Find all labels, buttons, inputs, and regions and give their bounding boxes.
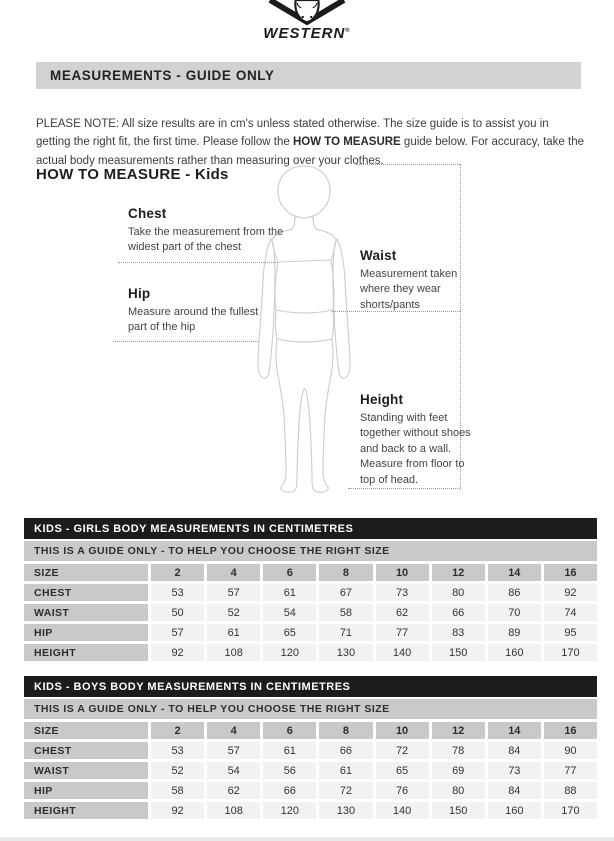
- value-cell: 66: [432, 604, 485, 621]
- value-cell: 130: [319, 644, 372, 661]
- height-desc: Standing with feet together without shoes and back to a wall. Measure from floor to top of head.: [360, 412, 471, 486]
- chest-title: Chest: [128, 206, 167, 221]
- value-cell: 57: [151, 624, 204, 641]
- value-cell: 120: [263, 644, 316, 661]
- value-cell: 84: [488, 782, 541, 799]
- page-title: MEASUREMENTS - GUIDE ONLY: [36, 62, 581, 89]
- size-column-header: 2: [151, 722, 204, 739]
- value-cell: 108: [207, 644, 260, 661]
- value-cell: 92: [151, 802, 204, 819]
- value-cell: 76: [376, 782, 429, 799]
- value-cell: 160: [488, 802, 541, 819]
- boys-size-table: [24, 676, 597, 819]
- value-cell: 73: [376, 584, 429, 601]
- value-cell: 58: [151, 782, 204, 799]
- value-cell: 61: [207, 624, 260, 641]
- value-cell: 86: [488, 584, 541, 601]
- value-cell: 73: [488, 762, 541, 779]
- row-label: HEIGHT: [24, 802, 148, 819]
- row-label: WAIST: [24, 604, 148, 621]
- value-cell: 53: [151, 584, 204, 601]
- size-column-header: 16: [544, 564, 597, 581]
- chest-label: [128, 206, 303, 256]
- value-cell: 170: [544, 644, 597, 661]
- value-cell: 58: [319, 604, 372, 621]
- girls-table-grid: [24, 564, 597, 661]
- value-cell: 71: [319, 624, 372, 641]
- size-column-header: 10: [376, 722, 429, 739]
- value-cell: 54: [263, 604, 316, 621]
- value-cell: 72: [376, 742, 429, 759]
- value-cell: 65: [376, 762, 429, 779]
- row-label: WAIST: [24, 762, 148, 779]
- size-column-header: 14: [488, 722, 541, 739]
- value-cell: 66: [263, 782, 316, 799]
- row-label: CHEST: [24, 584, 148, 601]
- row-label: CHEST: [24, 742, 148, 759]
- value-cell: 140: [376, 802, 429, 819]
- hip-label: [128, 286, 278, 336]
- size-column-header: 6: [263, 722, 316, 739]
- value-cell: 130: [319, 802, 372, 819]
- size-row-header: SIZE: [24, 564, 148, 581]
- value-cell: 61: [263, 742, 316, 759]
- value-cell: 57: [207, 742, 260, 759]
- value-cell: 70: [488, 604, 541, 621]
- size-column-header: 12: [432, 564, 485, 581]
- size-column-header: 6: [263, 564, 316, 581]
- value-cell: 65: [263, 624, 316, 641]
- hip-measure-line: [113, 341, 258, 342]
- value-cell: 74: [544, 604, 597, 621]
- value-cell: 140: [376, 644, 429, 661]
- size-column-header: 8: [319, 564, 372, 581]
- waist-label: [360, 248, 478, 313]
- size-column-header: 12: [432, 722, 485, 739]
- value-cell: 67: [319, 584, 372, 601]
- size-column-header: 14: [488, 564, 541, 581]
- row-label: HIP: [24, 782, 148, 799]
- boys-table-grid: [24, 722, 597, 819]
- value-cell: 170: [544, 802, 597, 819]
- value-cell: 57: [207, 584, 260, 601]
- size-column-header: 4: [207, 722, 260, 739]
- brand-word: WESTERN: [263, 25, 346, 42]
- value-cell: 120: [263, 802, 316, 819]
- hip-title: Hip: [128, 286, 151, 301]
- western-logo: [0, 0, 614, 42]
- height-floor-line: [348, 488, 460, 489]
- value-cell: 69: [432, 762, 485, 779]
- value-cell: 95: [544, 624, 597, 641]
- girls-table-subtitle: THIS IS A GUIDE ONLY - TO HELP YOU CHOOSE THE RIGHT SIZE: [24, 541, 597, 561]
- value-cell: 150: [432, 644, 485, 661]
- note-bold-text: HOW TO MEASURE: [292, 136, 401, 149]
- value-cell: 66: [319, 742, 372, 759]
- registered-mark: ®: [345, 28, 351, 34]
- row-label: HEIGHT: [24, 644, 148, 661]
- value-cell: 108: [207, 802, 260, 819]
- value-cell: 54: [207, 762, 260, 779]
- height-label: [360, 392, 472, 488]
- size-column-header: 4: [207, 564, 260, 581]
- height-top-line: [356, 164, 460, 165]
- value-cell: 92: [544, 584, 597, 601]
- girls-table-title: KIDS - GIRLS BODY MEASUREMENTS IN CENTIMETRES: [24, 518, 597, 539]
- value-cell: 90: [544, 742, 597, 759]
- value-cell: 150: [432, 802, 485, 819]
- brand-name: [0, 25, 614, 42]
- how-to-measure-diagram: [0, 160, 614, 510]
- size-column-header: 10: [376, 564, 429, 581]
- note-text-end: guide below. For accuracy, take the actual body measurements rather than measuring over your clothes.: [36, 136, 584, 167]
- bull-head-icon: [264, 0, 350, 27]
- value-cell: 83: [432, 624, 485, 641]
- value-cell: 56: [263, 762, 316, 779]
- value-cell: 52: [151, 762, 204, 779]
- row-label: HIP: [24, 624, 148, 641]
- value-cell: 50: [151, 604, 204, 621]
- section-heading: HOW TO MEASURE - Kids: [36, 166, 229, 183]
- size-column-header: 8: [319, 722, 372, 739]
- value-cell: 160: [488, 644, 541, 661]
- value-cell: 61: [319, 762, 372, 779]
- page-bottom-divider: [0, 837, 614, 841]
- waist-desc: Measurement taken where they wear shorts/pants: [360, 268, 458, 311]
- value-cell: 62: [207, 782, 260, 799]
- value-cell: 92: [151, 644, 204, 661]
- value-cell: 62: [376, 604, 429, 621]
- value-cell: 80: [432, 584, 485, 601]
- note-text: PLEASE NOTE: All size results are in cm's unless stated otherwise. The size guide is to assist you in getting the right fit, the first time. Please follow the: [36, 117, 549, 149]
- height-title: Height: [360, 392, 404, 407]
- girls-size-table: [24, 518, 597, 661]
- value-cell: 84: [488, 742, 541, 759]
- hip-desc: Measure around the fullest part of the hip: [128, 306, 259, 334]
- value-cell: 77: [376, 624, 429, 641]
- size-column-header: 16: [544, 722, 597, 739]
- size-row-header: SIZE: [24, 722, 148, 739]
- boys-table-title: KIDS - BOYS BODY MEASUREMENTS IN CENTIMETRES: [24, 676, 597, 697]
- value-cell: 72: [319, 782, 372, 799]
- size-column-header: 2: [151, 564, 204, 581]
- waist-title: Waist: [360, 248, 397, 263]
- value-cell: 61: [263, 584, 316, 601]
- value-cell: 52: [207, 604, 260, 621]
- boys-table-subtitle: THIS IS A GUIDE ONLY - TO HELP YOU CHOOSE THE RIGHT SIZE: [24, 699, 597, 719]
- value-cell: 53: [151, 742, 204, 759]
- chest-desc: Take the measurement from the widest part of the chest: [128, 226, 284, 254]
- value-cell: 77: [544, 762, 597, 779]
- value-cell: 78: [432, 742, 485, 759]
- chest-measure-line: [118, 262, 278, 263]
- value-cell: 88: [544, 782, 597, 799]
- value-cell: 80: [432, 782, 485, 799]
- value-cell: 89: [488, 624, 541, 641]
